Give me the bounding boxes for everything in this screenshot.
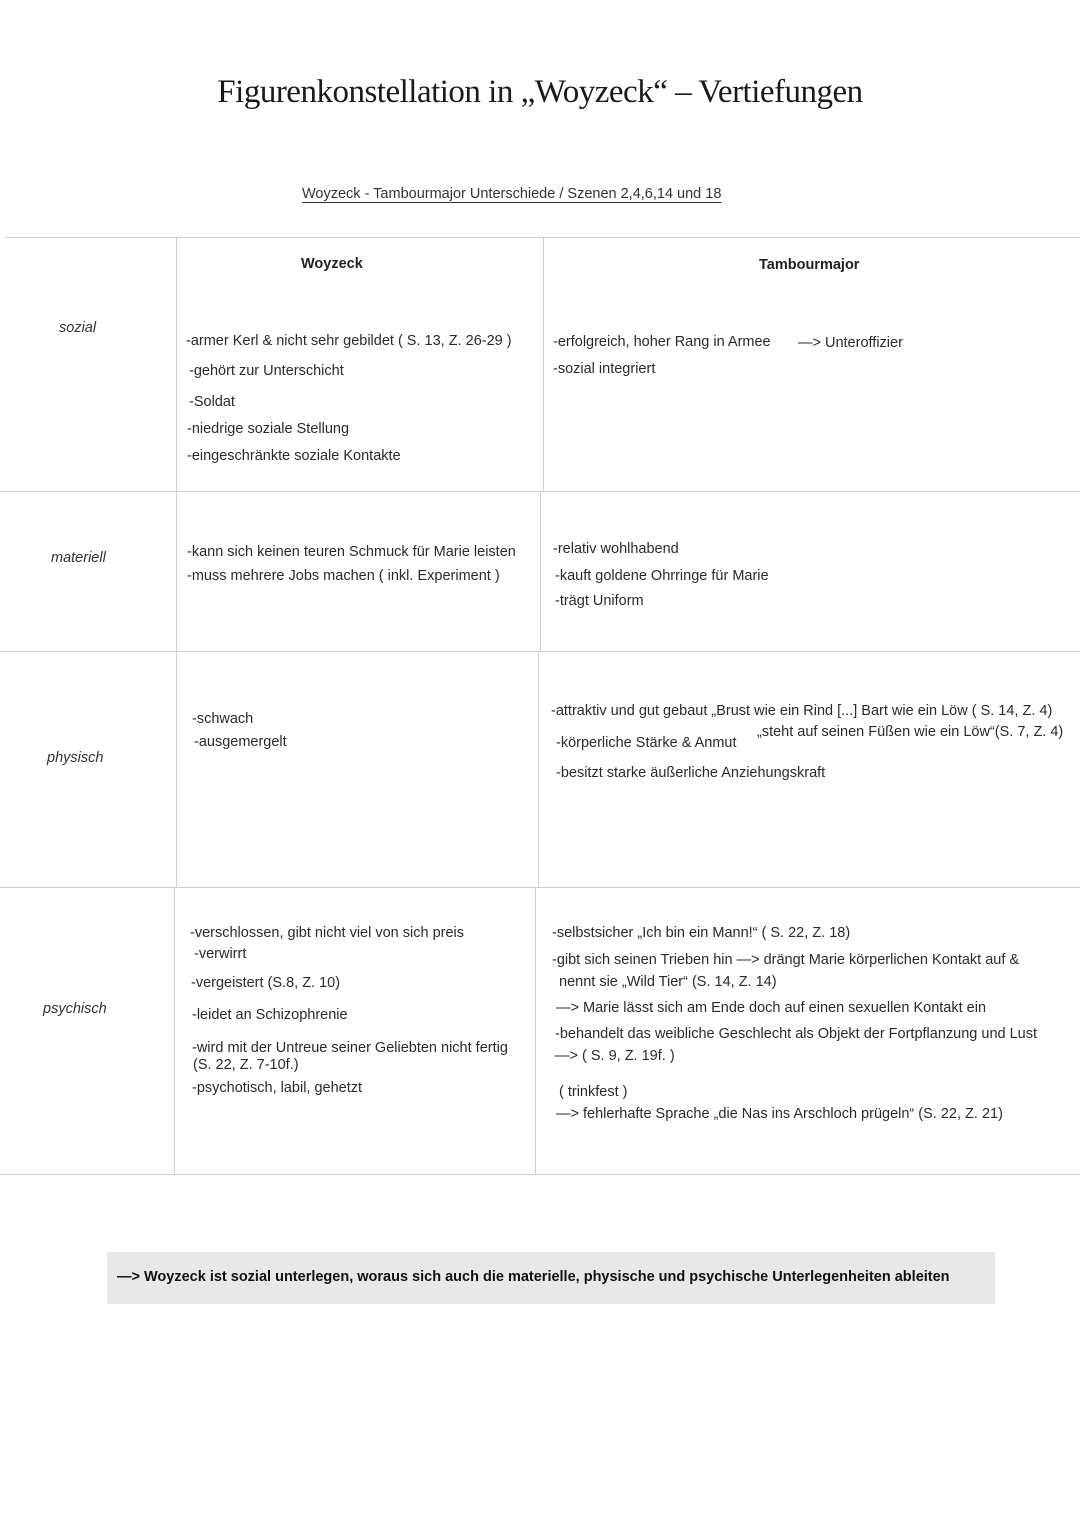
table-line bbox=[540, 491, 541, 651]
cell-item: (S. 22, Z. 7-10f.) bbox=[193, 1057, 299, 1073]
cell-item: -verschlossen, gibt nicht viel von sich preis bbox=[190, 925, 465, 941]
cell-item: -körperliche Stärke & Anmut bbox=[556, 735, 737, 751]
subtitle: Woyzeck - Tambourmajor Unterschiede / Szenen 2,4,6,14 und 18 bbox=[302, 186, 722, 202]
row-label-sozial: sozial bbox=[59, 320, 97, 336]
table-line bbox=[0, 651, 1080, 652]
cell-item: -besitzt starke äußerliche Anziehungskraft bbox=[556, 765, 826, 781]
cell-item: -psychotisch, labil, gehetzt bbox=[192, 1080, 363, 1096]
cell-item: -sozial integriert bbox=[553, 361, 656, 377]
summary-text: —> Woyzeck ist sozial unterlegen, woraus sich auch die materielle, physische und psychische Unterlegenheiten ableiten bbox=[117, 1269, 950, 1285]
cell-item: -kauft goldene Ohrringe für Marie bbox=[555, 568, 769, 584]
cell-item: -attraktiv und gut gebaut „Brust wie ein Rind [...] Bart wie ein Löw ( S. 14, Z. 4) bbox=[551, 703, 1053, 719]
cell-item: ( trinkfest ) bbox=[559, 1084, 628, 1100]
cell-item: -trägt Uniform bbox=[555, 593, 644, 609]
cell-item: -vergeistert (S.8, Z. 10) bbox=[191, 975, 341, 991]
table-line bbox=[543, 237, 544, 491]
cell-item: -wird mit der Untreue seiner Geliebten nicht fertig bbox=[192, 1040, 508, 1056]
row-label-materiell: materiell bbox=[51, 550, 106, 566]
summary-box bbox=[107, 1252, 995, 1304]
cell-item: -niedrige soziale Stellung bbox=[187, 421, 350, 437]
cell-item: -behandelt das weibliche Geschlecht als Objekt der Fortpflanzung und Lust bbox=[555, 1026, 1038, 1042]
table-line bbox=[0, 1174, 1080, 1175]
cell-item: -muss mehrere Jobs machen ( inkl. Experiment ) bbox=[187, 568, 500, 584]
table-line bbox=[538, 651, 539, 887]
cell-item: —> Unteroffizier bbox=[798, 335, 903, 351]
table-line bbox=[174, 887, 175, 1174]
row-label-psychisch: psychisch bbox=[43, 1001, 107, 1017]
cell-item: -schwach bbox=[192, 711, 254, 727]
cell-item: -verwirrt bbox=[194, 946, 247, 962]
cell-item: -relativ wohlhabend bbox=[553, 541, 679, 557]
cell-item: -armer Kerl & nicht sehr gebildet ( S. 13, Z. 26-29 ) bbox=[186, 333, 512, 349]
page-title: Figurenkonstellation in „Woyzeck“ – Vertiefungen bbox=[217, 74, 863, 110]
cell-item: -gibt sich seinen Trieben hin —> drängt Marie körperlichen Kontakt auf & bbox=[552, 952, 1020, 968]
cell-item: —> ( S. 9, Z. 19f. ) bbox=[555, 1048, 675, 1064]
table-line bbox=[176, 491, 177, 887]
table-line bbox=[535, 887, 536, 1174]
row-label-physisch: physisch bbox=[47, 750, 104, 766]
cell-item: -eingeschränkte soziale Kontakte bbox=[187, 448, 401, 464]
table-line bbox=[0, 887, 1080, 888]
cell-item: -Soldat bbox=[189, 394, 235, 410]
cell-item: —> Marie lässt sich am Ende doch auf einen sexuellen Kontakt ein bbox=[556, 1000, 987, 1016]
table-line bbox=[176, 237, 177, 491]
cell-item: „steht auf seinen Füßen wie ein Löw“(S. 7, Z. 4) bbox=[757, 724, 1064, 740]
column-header-woyzeck: Woyzeck bbox=[301, 256, 363, 272]
column-header-tambourmajor: Tambourmajor bbox=[759, 257, 860, 273]
cell-item: -erfolgreich, hoher Rang in Armee bbox=[553, 334, 771, 350]
cell-item: -leidet an Schizophrenie bbox=[192, 1007, 348, 1023]
cell-item: -ausgemergelt bbox=[194, 734, 287, 750]
cell-item: —> fehlerhafte Sprache „die Nas ins Arschloch prügeln“ (S. 22, Z. 21) bbox=[556, 1106, 1003, 1122]
cell-item: nennt sie „Wild Tier“ (S. 14, Z. 14) bbox=[559, 974, 777, 990]
cell-item: -kann sich keinen teuren Schmuck für Marie leisten bbox=[187, 544, 516, 560]
cell-item: -gehört zur Unterschicht bbox=[189, 363, 344, 379]
cell-item: -selbstsicher „Ich bin ein Mann!“ ( S. 22, Z. 18) bbox=[552, 925, 851, 941]
